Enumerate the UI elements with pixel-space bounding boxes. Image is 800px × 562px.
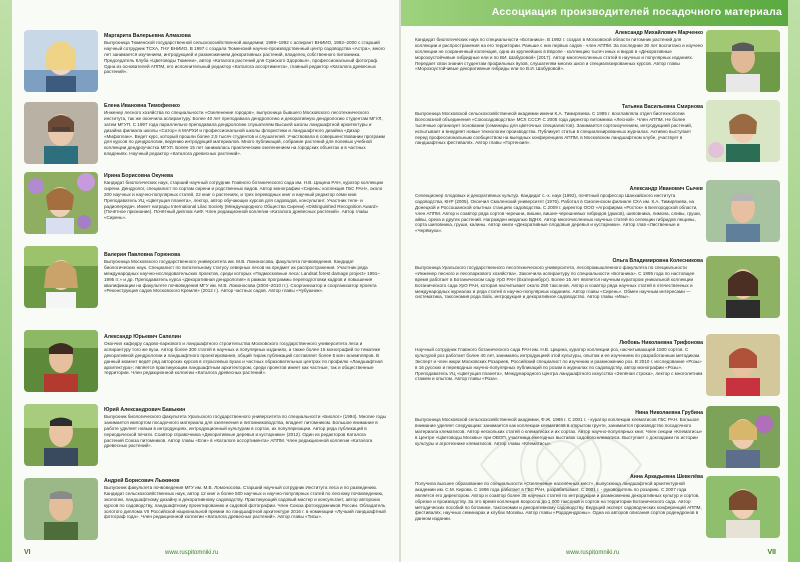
author-name: Юрий Александрович Бавыкин bbox=[104, 407, 186, 413]
author-name: Татьяна Васильевна Смирнова bbox=[621, 104, 703, 110]
author-bio: Выпускница Московского государственного университета им. М.В. Ломоносова, факультета почвоведения. Кандидат биологических наук. Специалист по питательному статусу северных лесов на предмет их распространения. Участник ряда международных научно-исследовательских проектов, среди которых «Подмосковные леса: Landsat forest damage project» 1991–1995 гг.» и др. Преподаватель курса «Декоративная дендрология» в рамках программы переподготовки кадров и повышения квалификации на факультете почвоведения МГУ им. М.В. Ломоносова (2004–2010 гг.). Соорганизатор и соорганизатор проекта «Реконструкция садов Московского Кремля» (2012 г.). Автор частных садов. Автор главы «Чубушник». bbox=[104, 259, 380, 294]
right-page bbox=[401, 0, 800, 562]
author-bio: Кандидат биологических наук, старший научный сотрудник Главного ботанического сада им. Н.В. Цицина РАН, куратор коллекции сирени. Дендролог, специалист по сортам сирени и родственных видов. Автор монографии «Сирень: коллекция ГБС РАН», около 200 научных и научно-популярных статей, 22 книг о растениях, и трех переводных книг и научный редактор семи книг. Преподаватель УЦ «Цветущая планета», лектор, автор обучающих курсов для садоводов, консультант. Участник теле- и радиопередач. Имеет награды International Lilac Society (Международного Общества Сирени) «Distinguished Recognition Award» (Почётное признание). Почётный диплом АиФ. Член редакционной коллегии «Каталога древесных растений». Автор главы «Сирень». bbox=[104, 180, 384, 221]
page-header bbox=[401, 0, 800, 26]
author-bio: Выпускница Московской сельскохозяйственной академии имени К.А. Тимирязева. С 1985 г. возглавляла отдел биотехнологии Всесоюзной объединения «Союзсадоводства» МСХ СССР. С 2005 года директор питомника «Лесной». Член АППМ. Не более тысячные организует основании (семинары для цветочных специалистов). Занимается сортоизучением, интродукцией растений, испытывает и внедряет новые технологии производства. Публикует статьи в специализированных журналах. Активно выступает перед профессиональным сообществом на выездных конференциях АППМ, в Московском ландшафтном клубе, участвует в ландшафтных фестивалях. Автор главы «Гортензия». bbox=[415, 111, 693, 146]
author-photo bbox=[24, 172, 98, 234]
author-photo bbox=[706, 334, 780, 396]
author-photo bbox=[706, 100, 780, 162]
association-title: Ассоциация производителей посадочного материала bbox=[491, 6, 782, 18]
author-photo bbox=[24, 30, 98, 92]
author-bio: Выпускница Уральского государственного лесотехнического университета, лесопромышленного факультета по специальности «Инженер лесного и лесопаркового хозяйства». Закончила аспирантуру по специальности «Ботаника». С 1995 года по настоящее время работает в Ботаническом саду УрО РАН (Екатеринбург). Более 15 лет является научным куратором уникальной коллекции Ботанического сада УрО РАН, которая насчитывает около 250 таксонов. Автор и соавтор ряда научных статей в отечественных и международных журналах и ряда статей в научно-популярных изданиях. Автор главы «Сирень». Обмен научным интересами — систематика, таксономия рода Salix, интродукция и декоративное садоводство. Автор главы «Ивы». bbox=[415, 265, 695, 300]
page-number: VII bbox=[767, 549, 776, 556]
author-bio: Селекционер плодовых и декоративных культур. Кандидат с.-х. наук (1992), почётный профессор Шанхайского института садоводства, КНР (2005). Окончил Смоленский университет (1976). Работал в Смоленском филиале СХА им. К.А. Тимирязева, на Донецкой и Россошанской опытных станциях садоводства. С 2009 г. директор ООО «Агрофирма «Росток» в Белгородской области, член АППМ. Автор и соавтор ряда сортов черешни, вишни, вишне-черешневых гибридов (дюков), шиповника, лимона, сливы, груши, айвы, ореха и других растений. Награжден медалью ВДНХ. Автор многочисленных научных статей по селекции гибридов лещины, сорта шиповника, груши, калины. Автор книги «Декоративные плодовые деревья и кустарники». Автор глав «Лиственные и «Черёмуха». bbox=[415, 193, 701, 234]
author-bio: Научный сотрудник Главного ботанического сада РАН им. Н.В. Цицина, куратор коллекции роз, насчитывающей 1500 сортов. С культурой роз работает более 40 лет, занимаясь интродукцией этой культуры, опытом и ее изучением по разработанным методикам. Эксперт и член жюри Московских Розариев, Российский специалист по изучению и размножению роз. В 2010 г. исследование «Розы» в 16 русских и переводных научно-популярных публикаций по розам в журналах по садоводству, автор монографии «Розы». Преподаватель УЦ «Цветущая планета», Международного Центра ландшафтного искусства «Зелёная строка», лектор с многолетним стажем и опытом. Автор главы «Роза». bbox=[415, 347, 703, 382]
author-name: Валерия Павловна Горюнова bbox=[104, 252, 181, 258]
author-photo bbox=[24, 246, 98, 308]
website-link[interactable]: www.ruspitomniki.ru bbox=[165, 550, 219, 556]
author-name: Елена Ивановна Тимофеенко bbox=[104, 103, 180, 109]
left-page bbox=[0, 0, 399, 562]
author-name: Андрей Борисович Лыжинов bbox=[104, 478, 180, 484]
author-bio: Кандидат биологических наук по специальности «Ботаника». В 1992 г. создал в Московской области питомник растений для коллекции и распространения на его территории. Раньше с них первых садов - член АППМ. За последние 30 лет воспитано и изучено коллекции не сохраненный коллекция, одна из крупнейших в Европе - коллекцию тысяч иных и видов в «Декоративные морозоустойчивые гибридные ели и по ВИ. Шабуровой» (2017). Автор многочисленных статей в научных и популярных изданиях. Передает свои знания студентам профильных вузов, слушателям многих школ и специализированных курсов. Автор главы «Морозоустойчивые декоративные гибриды ели по В.И. Шабуровой». bbox=[415, 37, 703, 72]
author-bio: Окончил кафедру садово-паркового и ландшафтного строительства Московского государственного университета леса и аспирантуру того же вуза. Автор более 300 статей в научных и популярных изданиях, а также более 15 монографий по тематике декоративной дендрологии и ландшафтного проектирования, общий тираж публикаций составляет более 5 млн экземпляров. В данный момент ведёт ряд авторских курсов в отраслевых вузах и частных образовательных центрах по профилю «Ландшафтная архитектура»; является практикующим ландшафтным архитектором, среди проектов имеет как частные, так и общественные территории. Член редакционной коллегии «Каталога древесных растений». bbox=[104, 341, 383, 376]
author-bio: Выпускница Московской сельскохозяйственной академии, Ф.Ж. 1988 г. С 2001 г. - куратор коллекции клематисов ГБС РАН. Большое внимание уделяет следующим: занимается как коллекции клематисов в открытом грунте, занимается производство посадочного материала клематисов. Автор нескольких статей о клематисах и их сортах. Автор научно-популярных книг. Член секции «Клематисы» в Центре «Цветоводы Москвы» при ОВОП, участница ежегодных выставок садового клематиса. Выступает с докладами по истории культуры и агротехнике клематисов. Автор главы «Клематисы». bbox=[415, 417, 703, 446]
author-name: Александр Михайлович Марченко bbox=[615, 30, 703, 36]
author-bio: Получила высшее образование по специальности «Озеленение населённых мест», выпускница ландшафтной архитектурной академии им. С.М. Кирова. С 1996 года работает в ГБС РАН, разрабатывает. С 2001 г. - руководитель по розарию. С 2007 года является его директором. Автор и соавтор более 35 научных статей по интродукции и размножению декоративных культур и сортов, обрезке и производству. За это время коллекция возросла до 1 000 таксонов и сортов на территории Ботанического сада. Автор методических пособий по ботанике, таксономии и декоративному садоводству. Ведущий эксперт садоводческих конференций АППМ, фестивалях, научных семинарах и клубах Москвы. Автор главы «Рододендроны». Одна из авторов описания сортов родендронов в данном издании. bbox=[415, 481, 702, 522]
author-bio: Инженер лесного хозяйства по специальности «Озеленение городов», выпускница бывшего Московского лесотехнического института, так же окончила аспирантуру. Более 40 лет преподавала дендрологию и декоративную дендрологию студентам МГУЛ, затем МГУП. С 1997 года параллельно преподавала дендрологию слушателям Высшей школы ландшафтной архитектуры и дизайна филиала школы «Сатор» в МАРХИ и профессиональной школы флористики и ландшафтного дизайна «Дизар «Мифоплан». Ведет курс, который прошли более 2,5 тысяч студентов и слушателей. Участвовала в совершенствовании программ для курсов по дендрологии, ведению интродукций материалов. Много публикаций, собрание растений для полевых учебной коллекции дендроучастка МГУЛ. Более 15 лет занималась практическим озеленением на городских объектах и в частных владениях. Научный редактор «Каталога древесных растений». bbox=[104, 110, 385, 156]
author-name: Александр Иванович Сычев bbox=[629, 186, 703, 192]
author-name: Анна Аркадьевна Шевелёва bbox=[629, 474, 703, 480]
author-name: Александр Юрьевич Сапелин bbox=[104, 334, 182, 340]
author-bio: Выпускник биологического факультета Уральского государственного университета по специальности «Биолог» (1994). Многие годы занимается импортом посадочного материала для озеленения и питомниководства, владеет питомником. Большое внимание в работе уделяет новым в интродукциях, интродукционный культурам в сортах, их популяризации. Автор ряда публикаций в периодической печати. Соавтор справочника «Декоративные деревья и кустарники» (2012). Один из редакторов Каталога растений Союза питомников. Автор главы «Ели» в «Каталоге ассортимента» АППМ. Член редакционной коллегии «Каталога древесных растений». bbox=[104, 414, 386, 449]
author-name: Ольга Владимировна Колесникова bbox=[612, 258, 703, 264]
author-photo bbox=[706, 406, 780, 468]
author-photo bbox=[706, 30, 780, 92]
author-photo bbox=[24, 102, 98, 164]
left-page-side-strip bbox=[0, 0, 12, 562]
author-photo bbox=[24, 404, 98, 466]
author-photo bbox=[24, 330, 98, 392]
author-name: Маргарита Валерьевна Алмазова bbox=[104, 33, 191, 39]
author-bio: Выпускница Тюменской государственной сельскохозяйственной академии; 1989–1992 с аспирант ВНИИО, 1992–2000 с старший научный сотрудник ТСХА, ГНУ ВНИИО. В 1997 с создала Тюменский научно-производственный центр садоводства «Астра», много лет занимается изучением, интродукцией и размножением декоративных растений, владелец собственного питомника. Председатель Клуба «Цветоводы Тюмени», автор «Каталога растений для Сумского Здоровья», профессиональный фотограф. Одна из основателей АППМ, его исполнительный редактор «Каталога ассортимента», главный редактор «Каталога древесных растений». bbox=[104, 40, 385, 75]
author-name: Любовь Николаевна Трифонова bbox=[619, 340, 703, 346]
author-name: Нина Николаевна Грубина bbox=[635, 410, 703, 416]
right-page-side-strip bbox=[788, 0, 800, 562]
website-link[interactable]: www.ruspitomniki.ru bbox=[566, 550, 620, 556]
page-number: VI bbox=[24, 549, 31, 556]
author-photo bbox=[706, 476, 780, 538]
author-photo bbox=[706, 180, 780, 242]
author-bio: Выпускник факультета почвоведения МГУ им. М.В. Ломоносова. Старший научный сотрудник Института леса и по разведению. Кандидат сельскохозяйственных наук, автор 12 книг и более 500 научных и научно-популярных статей по лесному почвоведению, экологии, ландшафтному дизайну и декоративному садоводству. Практикующий садовый мастер и консультант, автор авторских курсов по садоводству, ландшафтному проектированию и садовой фотографии. Член Союза фотохудожников России. Обладатель золотого диплома VII Российской национальной премии по ландшафтной архитектуре 2016 г. в номинации «Лучший ландшафтный фотограф года». Член редакционной коллегии «Каталога древесных растений». Автор главы «Тисы». bbox=[104, 485, 386, 520]
author-name: Ирина Борисовна Окунева bbox=[104, 173, 174, 179]
author-photo bbox=[24, 478, 98, 540]
author-photo bbox=[706, 256, 780, 318]
